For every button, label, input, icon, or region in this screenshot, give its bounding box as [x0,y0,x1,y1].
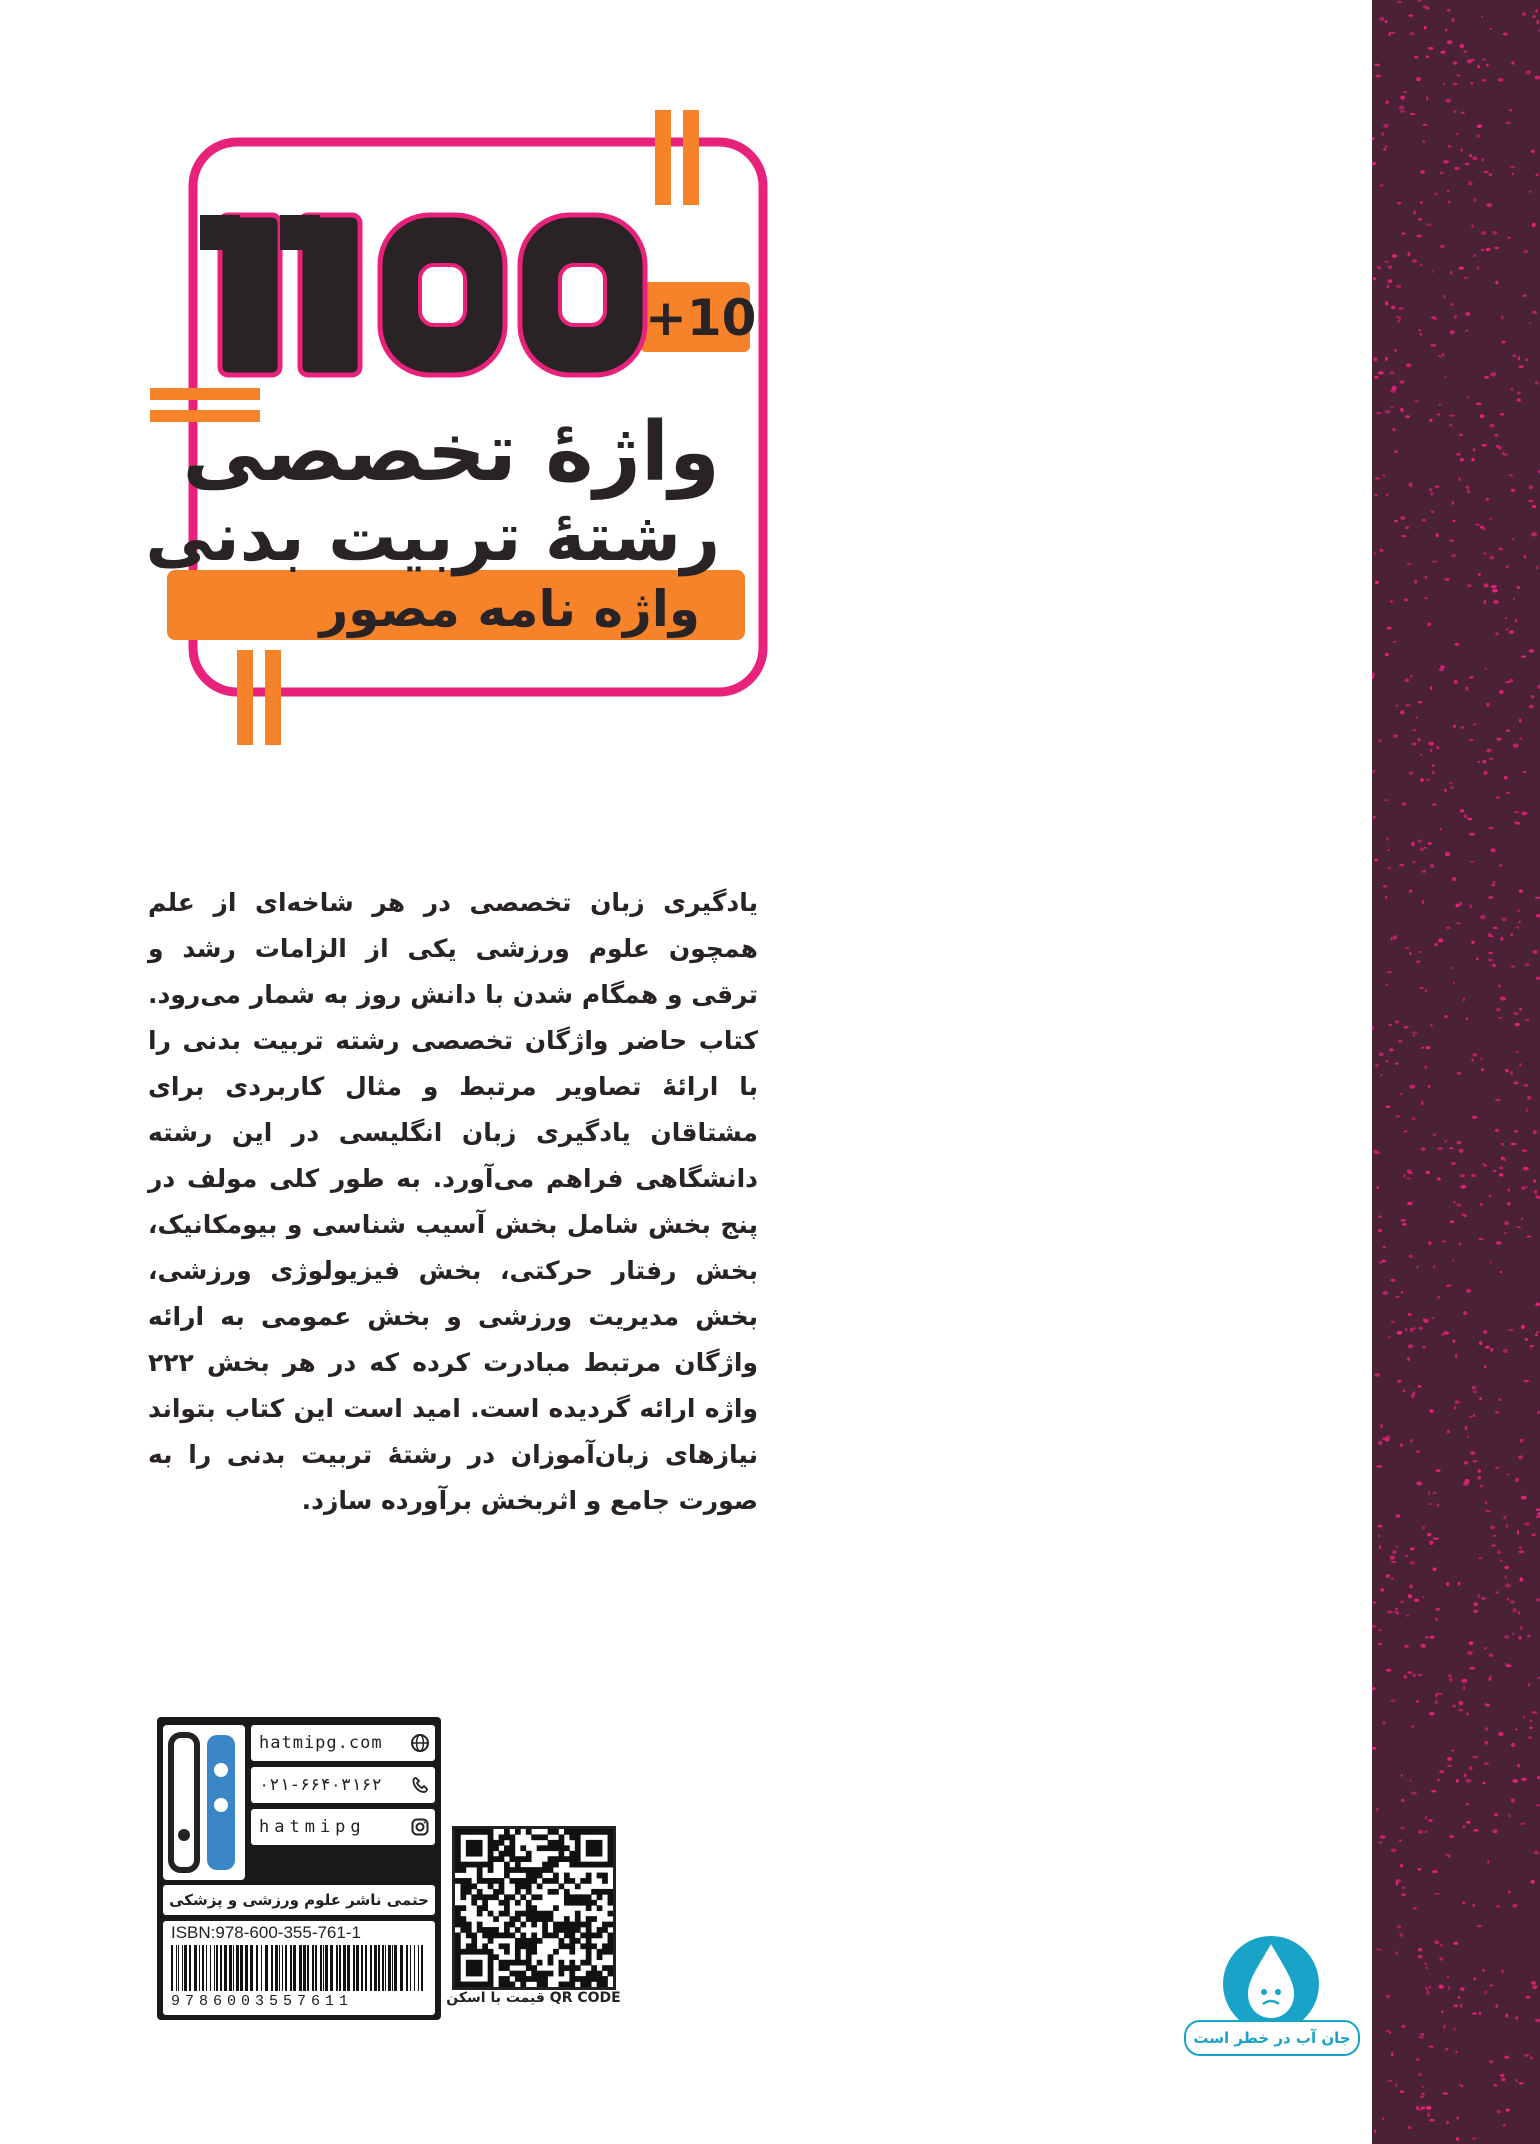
website-row[interactable] [251,1725,435,1761]
barcode-bars [171,1945,427,1991]
book-spine [1372,0,1540,2144]
barcode-number: 9786003557611 [171,1993,354,2010]
qr-code[interactable] [452,1826,616,1990]
plus-ten-badge: +10 [645,289,757,347]
instagram-text: hatmipg [259,1817,366,1837]
phone-icon [405,1770,435,1800]
qr-code-pattern [455,1829,613,1987]
publisher-tagline: حتمی ناشر علوم ورزشی و پزشکی [163,1885,435,1915]
phone-row[interactable] [251,1767,435,1803]
water-drop-icon [1178,1922,1364,2032]
website-text: hatmipg.com [259,1733,383,1753]
title-line-2: رشتهٔ تربیت بدنی [145,498,720,577]
globe-icon [405,1728,435,1758]
instagram-icon [405,1812,435,1842]
instagram-row[interactable] [251,1809,435,1845]
isbn-barcode [163,1921,435,2015]
publisher-box [157,1717,441,2020]
speckle-pattern [1372,0,1540,2144]
phone-text: ۰۲۱-۶۶۴۰۳۱۶۲ [259,1775,382,1795]
qr-caption: قیمت با اسکن QR CODE [446,1990,621,2006]
isbn-text: ISBN:978-600-355-761-1 [171,1923,361,1942]
title-logo [145,120,795,760]
water-badge [1178,1922,1364,2067]
back-cover-blurb [148,880,758,1524]
blurb-text: یادگیری زبان تخصصی در هر شاخه‌ای از علم همچون علوم ورزشی یکی از الزامات رشد و ترقی و همگام شدن با دانش روز به شمار می‌رود. کتاب حاضر واژگان تخصصی رشته تربیت بدنی را با ارائهٔ تصاویر مرتبط و مثال کاربردی برای مشتاقان یادگیری زبان انگلیسی در این رشته دانشگاهی فراهم می‌آورد. به طور کلی مولف در پنج بخش شامل بخش آسیب شناسی و بیومکانیک، بخش رفتار حرکتی، بخش فیزیولوژی ورزشی، بخش مدیریت ورزشی و بخش عمومی به ارائه واژگان مرتبط مبادرت کرده که در هر بخش ۲۲۲ واژه ارائه گردیده است. امید است این کتاب بتواند نیازهای زبان‌آموزان در رشتهٔ تربیت بدنی را به صورت جامع و اثربخش برآورده سازد. [148,888,758,1515]
subtitle: واژه نامه مصور [319,580,700,638]
publisher-logo [163,1725,245,1880]
title-line-1: واژهٔ تخصصی [182,405,720,500]
water-badge-label: جان آب در خطر است [1184,2020,1360,2056]
